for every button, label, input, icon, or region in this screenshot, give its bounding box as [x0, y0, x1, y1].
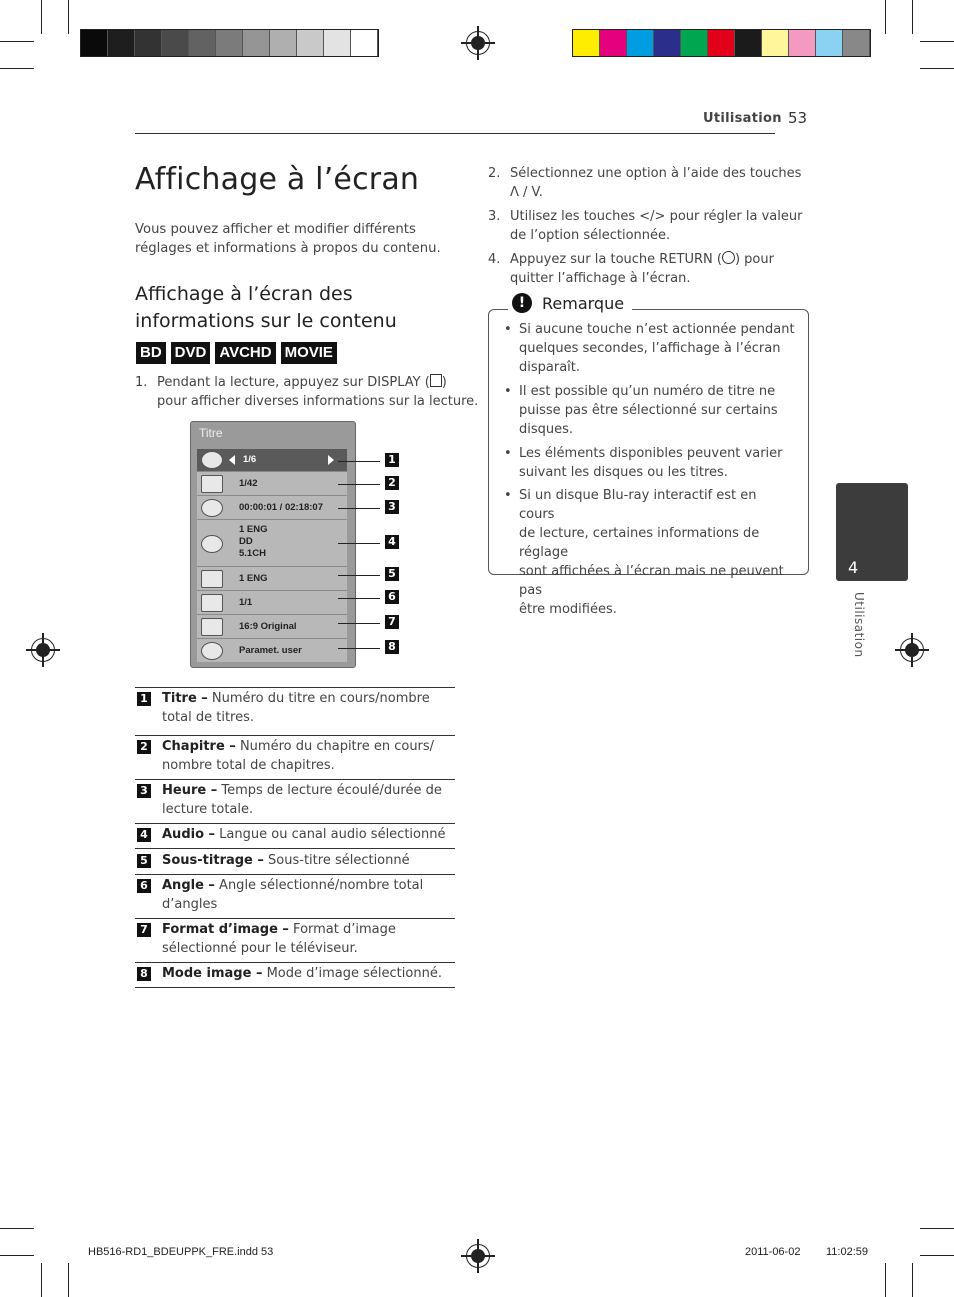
- step1-line1b: ): [441, 375, 447, 390]
- legend-desc: Temps de lecture écoulé/durée de: [217, 783, 442, 798]
- color-bar: [572, 29, 871, 57]
- legend-label: Titre –: [162, 691, 208, 706]
- color-swatch: [270, 30, 297, 56]
- badge-avchd: AVCHD: [215, 342, 275, 364]
- running-header-section: Utilisation: [703, 111, 782, 126]
- crop-mark: [0, 1255, 34, 1256]
- legend-text: [162, 920, 452, 958]
- callout-leader: [338, 575, 380, 576]
- crop-mark: [885, 1263, 886, 1297]
- legend-desc: Sous-titre sélectionné: [263, 853, 410, 868]
- color-swatch: [189, 30, 216, 56]
- legend-number: 6: [137, 879, 151, 893]
- bullet-icon: •: [504, 446, 512, 461]
- osd-value: 16:9 Original: [239, 621, 297, 632]
- legend-row: [135, 849, 455, 875]
- note-item-text: [519, 444, 795, 482]
- osd-value: 1 ENG DD 5.1CH: [239, 524, 268, 559]
- clapper-icon: [201, 475, 223, 493]
- intro-paragraph: Vous pouvez afficher et modifier différents réglages et informations à propos du contenu.: [135, 222, 441, 256]
- chapter-side-label: Utilisation: [852, 592, 866, 658]
- disc-icon: [201, 451, 223, 469]
- step-2: [488, 164, 808, 204]
- callout-leader: [338, 648, 380, 649]
- osd-row-time: [197, 496, 347, 520]
- note-line: puisse pas être sélectionné sur certains: [519, 403, 778, 418]
- callout-leader: [338, 543, 380, 544]
- legend-text: [162, 851, 452, 870]
- color-swatch: [816, 30, 843, 56]
- color-swatch: [735, 30, 762, 56]
- subtitle-icon: [201, 570, 223, 588]
- note-line: être modifiées.: [519, 602, 617, 617]
- legend-text: [162, 964, 452, 983]
- step-1: [135, 373, 479, 413]
- page-title: Affichage à l’écran: [135, 162, 420, 197]
- legend-number: 5: [137, 854, 151, 868]
- subsection-title: [135, 281, 465, 335]
- legend-desc: total de titres.: [162, 710, 255, 725]
- page-number: 53: [788, 109, 808, 127]
- crop-mark: [0, 1228, 34, 1229]
- legend-label: Chapitre –: [162, 739, 236, 754]
- gray-color-bar: [80, 29, 379, 57]
- legend-row: [135, 824, 455, 849]
- crop-mark: [41, 0, 42, 34]
- registration-mark-icon: [31, 638, 55, 662]
- step-4: [488, 250, 808, 290]
- legend-row: [135, 688, 455, 736]
- callout-leader: [338, 598, 380, 599]
- legend-number: 1: [137, 692, 151, 706]
- badge-movie: MOVIE: [281, 342, 337, 364]
- legend-number: 8: [137, 967, 151, 981]
- crop-mark: [68, 0, 69, 34]
- osd-value: 1/1: [239, 597, 253, 608]
- legend-row: [135, 919, 455, 963]
- palette-icon: [201, 642, 223, 660]
- color-swatch: [243, 30, 270, 56]
- osd-value: 1/42: [239, 478, 258, 489]
- callout-leader: [338, 508, 380, 509]
- note-line: de lecture, certaines informations de réglage: [519, 526, 760, 560]
- osd-value: 1 ENG: [239, 573, 268, 584]
- crop-mark: [68, 1263, 69, 1297]
- crop-mark: [920, 41, 954, 42]
- osd-row-picture-format: [197, 615, 347, 639]
- legend-text: [162, 737, 452, 775]
- color-swatch: [681, 30, 708, 56]
- crop-mark: [912, 0, 913, 34]
- color-swatch: [843, 30, 870, 56]
- osd-row-chapter: [197, 472, 347, 496]
- callout-7: 7: [385, 615, 399, 629]
- camera-icon: [201, 594, 223, 612]
- color-swatch: [573, 30, 600, 56]
- color-swatch: [324, 30, 351, 56]
- subsection-title-line2: informations sur le contenu: [135, 310, 397, 332]
- color-swatch: [627, 30, 654, 56]
- legend-text: [162, 781, 452, 819]
- callout-leader: [338, 623, 380, 624]
- crop-mark: [41, 1263, 42, 1297]
- legend-number: 3: [137, 784, 151, 798]
- legend-row: [135, 736, 455, 780]
- color-swatch: [108, 30, 135, 56]
- footer-time: 11:02:59: [826, 1246, 869, 1258]
- arrow-left-icon: [229, 455, 235, 465]
- legend-label: Angle –: [162, 878, 215, 893]
- legend-desc: Numéro du chapitre en cours/: [235, 739, 435, 754]
- crop-mark: [920, 68, 954, 69]
- callout-3: 3: [385, 500, 399, 514]
- step3-line1: Utilisez les touches </> pour régler la valeur: [510, 209, 803, 224]
- legend-text: [162, 876, 452, 914]
- osd-value: 00:00:01 / 02:18:07: [239, 502, 323, 513]
- legend-desc: d’angles: [162, 897, 218, 912]
- footer-date: 2011-06-02: [745, 1246, 801, 1258]
- crop-mark: [0, 41, 34, 42]
- legend-number: 2: [137, 740, 151, 754]
- osd-value: 1/6: [243, 454, 257, 465]
- registration-mark-icon: [900, 638, 924, 662]
- legend-desc: Numéro du titre en cours/nombre: [207, 691, 430, 706]
- chapter-number: 4: [848, 558, 859, 577]
- osd-screenshot: [190, 421, 356, 668]
- step-text: [510, 250, 774, 288]
- bullet-icon: •: [504, 322, 512, 337]
- subsection-title-line1: Affichage à l’écran des: [135, 283, 353, 305]
- note-line: quelques secondes, l’affichage à l’écran: [519, 341, 781, 356]
- osd-row-angle: [197, 591, 347, 615]
- legend-desc: Angle sélectionné/nombre total: [214, 878, 424, 893]
- color-swatch: [297, 30, 324, 56]
- callout-leader: [338, 484, 380, 485]
- header-rule: [135, 133, 775, 134]
- note-item-text: [519, 486, 795, 619]
- badge-dvd: DVD: [171, 342, 211, 364]
- crop-mark: [912, 1263, 913, 1297]
- note-line: Si un disque Blu-ray interactif est en cours: [519, 488, 757, 522]
- chapter-tab: [836, 483, 908, 581]
- legend-desc: Langue ou canal audio sélectionné: [215, 827, 446, 842]
- step-text: [510, 164, 801, 202]
- legend-row: [135, 963, 455, 988]
- tv-icon: [201, 618, 223, 636]
- disc-badges: [136, 342, 342, 364]
- note-line: Il est possible qu’un numéro de titre ne: [519, 384, 776, 399]
- crop-mark: [0, 68, 34, 69]
- color-swatch: [162, 30, 189, 56]
- legend-label: Mode image –: [162, 966, 263, 981]
- step1-line2: pour afficher diverses informations sur la lecture.: [157, 394, 479, 409]
- note-line: sont affichées à l’écran mais ne peuvent pas: [519, 564, 784, 598]
- callout-5: 5: [385, 567, 399, 581]
- callout-1: 1: [385, 453, 399, 467]
- legend-desc: lecture totale.: [162, 802, 254, 817]
- note-item-text: [519, 320, 795, 377]
- crop-mark: [920, 1228, 954, 1229]
- osd-value: Paramet. user: [239, 645, 302, 656]
- legend-label: Sous-titrage –: [162, 853, 264, 868]
- note-line: disques.: [519, 422, 574, 437]
- callout-2: 2: [385, 476, 399, 490]
- legend-label: Audio –: [162, 827, 216, 842]
- legend-text: [162, 825, 452, 844]
- legend-label: Heure –: [162, 783, 218, 798]
- step4-line1b: ) pour: [734, 252, 774, 267]
- legend-desc: Mode d’image sélectionné.: [262, 966, 442, 981]
- clock-icon: [201, 499, 223, 517]
- color-swatch: [216, 30, 243, 56]
- color-swatch: [135, 30, 162, 56]
- legend-desc: nombre total de chapitres.: [162, 758, 335, 773]
- note-title: Remarque: [542, 293, 625, 313]
- osd-row-subtitle: [197, 567, 347, 591]
- legend-label: Format d’image –: [162, 922, 289, 937]
- osd-title: Titre: [199, 426, 223, 440]
- step-number: 4.: [488, 252, 501, 267]
- note-line: Les éléments disponibles peuvent varier: [519, 446, 783, 461]
- legend-row: [135, 875, 455, 919]
- badge-bd: BD: [136, 342, 166, 364]
- step4-line1: Appuyez sur la touche RETURN (: [510, 252, 722, 267]
- legend-row: [135, 780, 455, 824]
- note-line: disparaît.: [519, 360, 581, 375]
- step-text: [157, 373, 478, 411]
- arrow-right-icon: [328, 455, 334, 465]
- registration-mark-icon: [466, 1244, 490, 1268]
- step-3: [488, 207, 808, 247]
- osd-row-title: [197, 449, 347, 472]
- exclamation-icon: !: [512, 293, 532, 313]
- color-swatch: [81, 30, 108, 56]
- footer-filename: HB516-RD1_BDEUPPK_FRE.indd 53: [88, 1246, 274, 1258]
- callout-leader: [338, 461, 380, 462]
- step-number: 2.: [488, 166, 501, 181]
- color-swatch: [351, 30, 378, 56]
- color-swatch: [600, 30, 627, 56]
- legend-desc: sélectionné pour le téléviseur.: [162, 941, 358, 956]
- step-text: [510, 207, 802, 245]
- display-button-icon: [430, 374, 442, 387]
- note-item-text: [519, 382, 795, 439]
- registration-mark-icon: [466, 31, 490, 55]
- return-button-icon: [722, 251, 735, 264]
- osd-row-audio: [197, 520, 347, 567]
- step1-line1: Pendant la lecture, appuyez sur DISPLAY (: [157, 375, 430, 390]
- color-swatch: [762, 30, 789, 56]
- callout-8: 8: [385, 640, 399, 654]
- legend-text: [162, 689, 452, 727]
- step-number: 3.: [488, 209, 501, 224]
- color-swatch: [708, 30, 735, 56]
- step-number: 1.: [135, 375, 148, 390]
- crop-mark: [920, 1255, 954, 1256]
- speaker-icon: [201, 535, 223, 553]
- bullet-icon: •: [504, 488, 512, 503]
- osd-row-picture-mode: [197, 639, 347, 662]
- color-swatch: [789, 30, 816, 56]
- legend-number: 7: [137, 923, 151, 937]
- callout-6: 6: [385, 590, 399, 604]
- step2-line1: Sélectionnez une option à l’aide des touches: [510, 166, 802, 181]
- callout-4: 4: [385, 535, 399, 549]
- color-swatch: [654, 30, 681, 56]
- crop-mark: [885, 0, 886, 34]
- note-line: Si aucune touche n’est actionnée pendant: [519, 322, 795, 337]
- bullet-icon: •: [504, 384, 512, 399]
- note-line: suivant les disques ou les titres.: [519, 465, 728, 480]
- note-header: [508, 291, 632, 315]
- step3-line2: de l’option sélectionnée.: [510, 228, 671, 243]
- step2-line2: Λ / V.: [510, 185, 543, 200]
- legend-number: 4: [137, 828, 151, 842]
- legend-desc: Format d’image: [288, 922, 396, 937]
- step4-line2: quitter l’affichage à l’écran.: [510, 271, 691, 286]
